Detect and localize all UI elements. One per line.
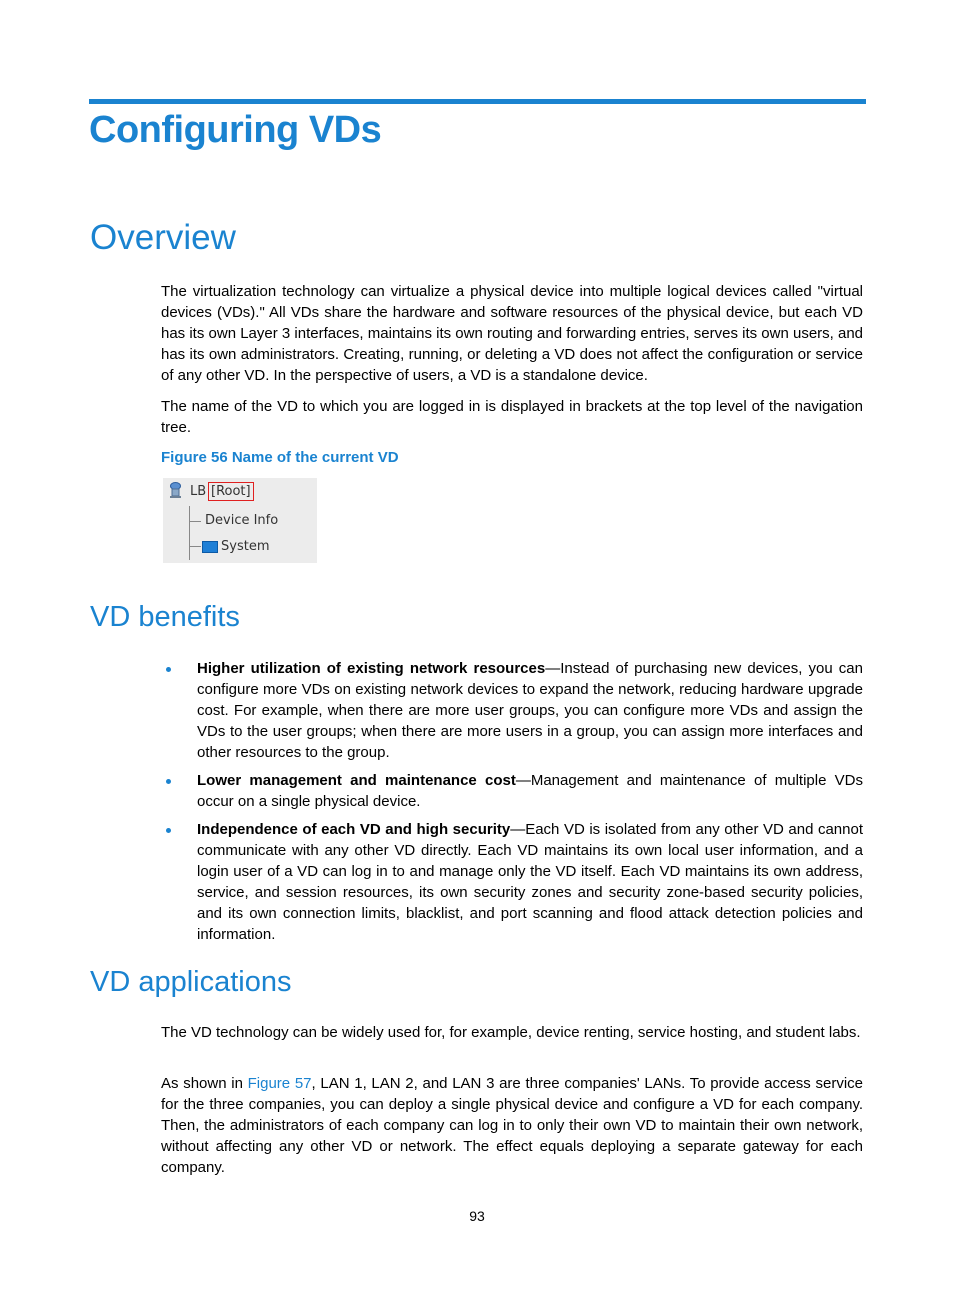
- tree-branch: [189, 546, 201, 547]
- navigation-tree-figure: [163, 478, 317, 563]
- figure-caption: Figure 56 Name of the current VD: [161, 449, 399, 466]
- bullet-icon: [166, 828, 171, 833]
- overview-paragraph-2: The name of the VD to which you are logged in is displayed in brackets at the top level of the navigation tree.: [161, 398, 863, 436]
- benefit-item: [197, 770, 863, 812]
- tree-branch: [189, 521, 201, 522]
- chapter-rule: [89, 99, 866, 104]
- applications-text: , LAN 1, LAN 2, and LAN 3 are three companies' LANs. To provide access service for the three companies, you can deploy a single physical device and configure a VD for each company. Then, the administrators of each company can log in to only their own VD to maintain their own network, without affecting any other VD or network. The effect equals deploying a separate gateway for each company.: [161, 1075, 863, 1176]
- chapter-title: Configuring VDs: [89, 109, 382, 151]
- overview-heading: Overview: [90, 218, 236, 257]
- page-number: 93: [469, 1208, 485, 1224]
- applications-heading: VD applications: [90, 966, 292, 998]
- benefit-text: —Instead of purchasing new devices, you can configure more VDs on existing network devices to expand the network, reducing hardware upgrade cost. For example, when there are more user groups, you can configure more VDs and assign the VDs to the user groups; when there are more users in a group, you can assign more interfaces and other resources to the group.: [197, 660, 863, 761]
- benefit-text: —Each VD is isolated from any other VD and cannot communicate with any other VD directly. Each VD maintains its own local user information, and a login user of a VD can log in to and manage only the VD itself. Each VD maintains its own address, service, and session resources, its own security zones and security zone-based security policies, and its own connection limits, blacklist, and port scanning and flood attack detection policies and information.: [197, 821, 863, 943]
- bullet-icon: [166, 779, 171, 784]
- tree-connector: [189, 506, 190, 560]
- applications-paragraph-2: [161, 1073, 863, 1178]
- tree-item-system: System: [221, 539, 270, 554]
- applications-paragraph-1: The VD technology can be widely used for, for example, device renting, service hosting, and student labs.: [161, 1024, 861, 1041]
- benefit-item: [197, 658, 863, 763]
- benefit-title: Higher utilization of existing network resources: [197, 660, 546, 677]
- benefit-title: Independence of each VD and high security: [197, 821, 511, 838]
- tree-item-device-info: Device Info: [205, 513, 279, 528]
- current-vd-name: [Root]: [208, 482, 254, 501]
- benefit-title: Lower management and maintenance cost: [197, 772, 516, 789]
- overview-paragraph-1: The virtualization technology can virtualize a physical device into multiple logical devices called "virtual devices (VDs)." All VDs share the hardware and software resources of the physical device, but each VD has its own Layer 3 interfaces, maintains its own routing and forwarding entries, serves its own users, and has its own administrators. Creating, running, or deleting a VD does not affect the configuration or service of any other VD. In the perspective of users, a VD is a standalone device.: [161, 283, 864, 384]
- figure-57-link[interactable]: Figure 57: [247, 1075, 312, 1092]
- bullet-icon: [166, 667, 171, 672]
- benefits-heading: VD benefits: [90, 601, 240, 633]
- applications-text-prefix: As shown in: [161, 1075, 248, 1092]
- benefit-item: [197, 819, 863, 945]
- device-icon: [169, 482, 182, 499]
- tree-root-label: LB: [190, 484, 207, 499]
- folder-icon: [202, 541, 218, 553]
- benefit-text: —Management and maintenance of multiple VDs occur on a single physical device.: [197, 772, 864, 810]
